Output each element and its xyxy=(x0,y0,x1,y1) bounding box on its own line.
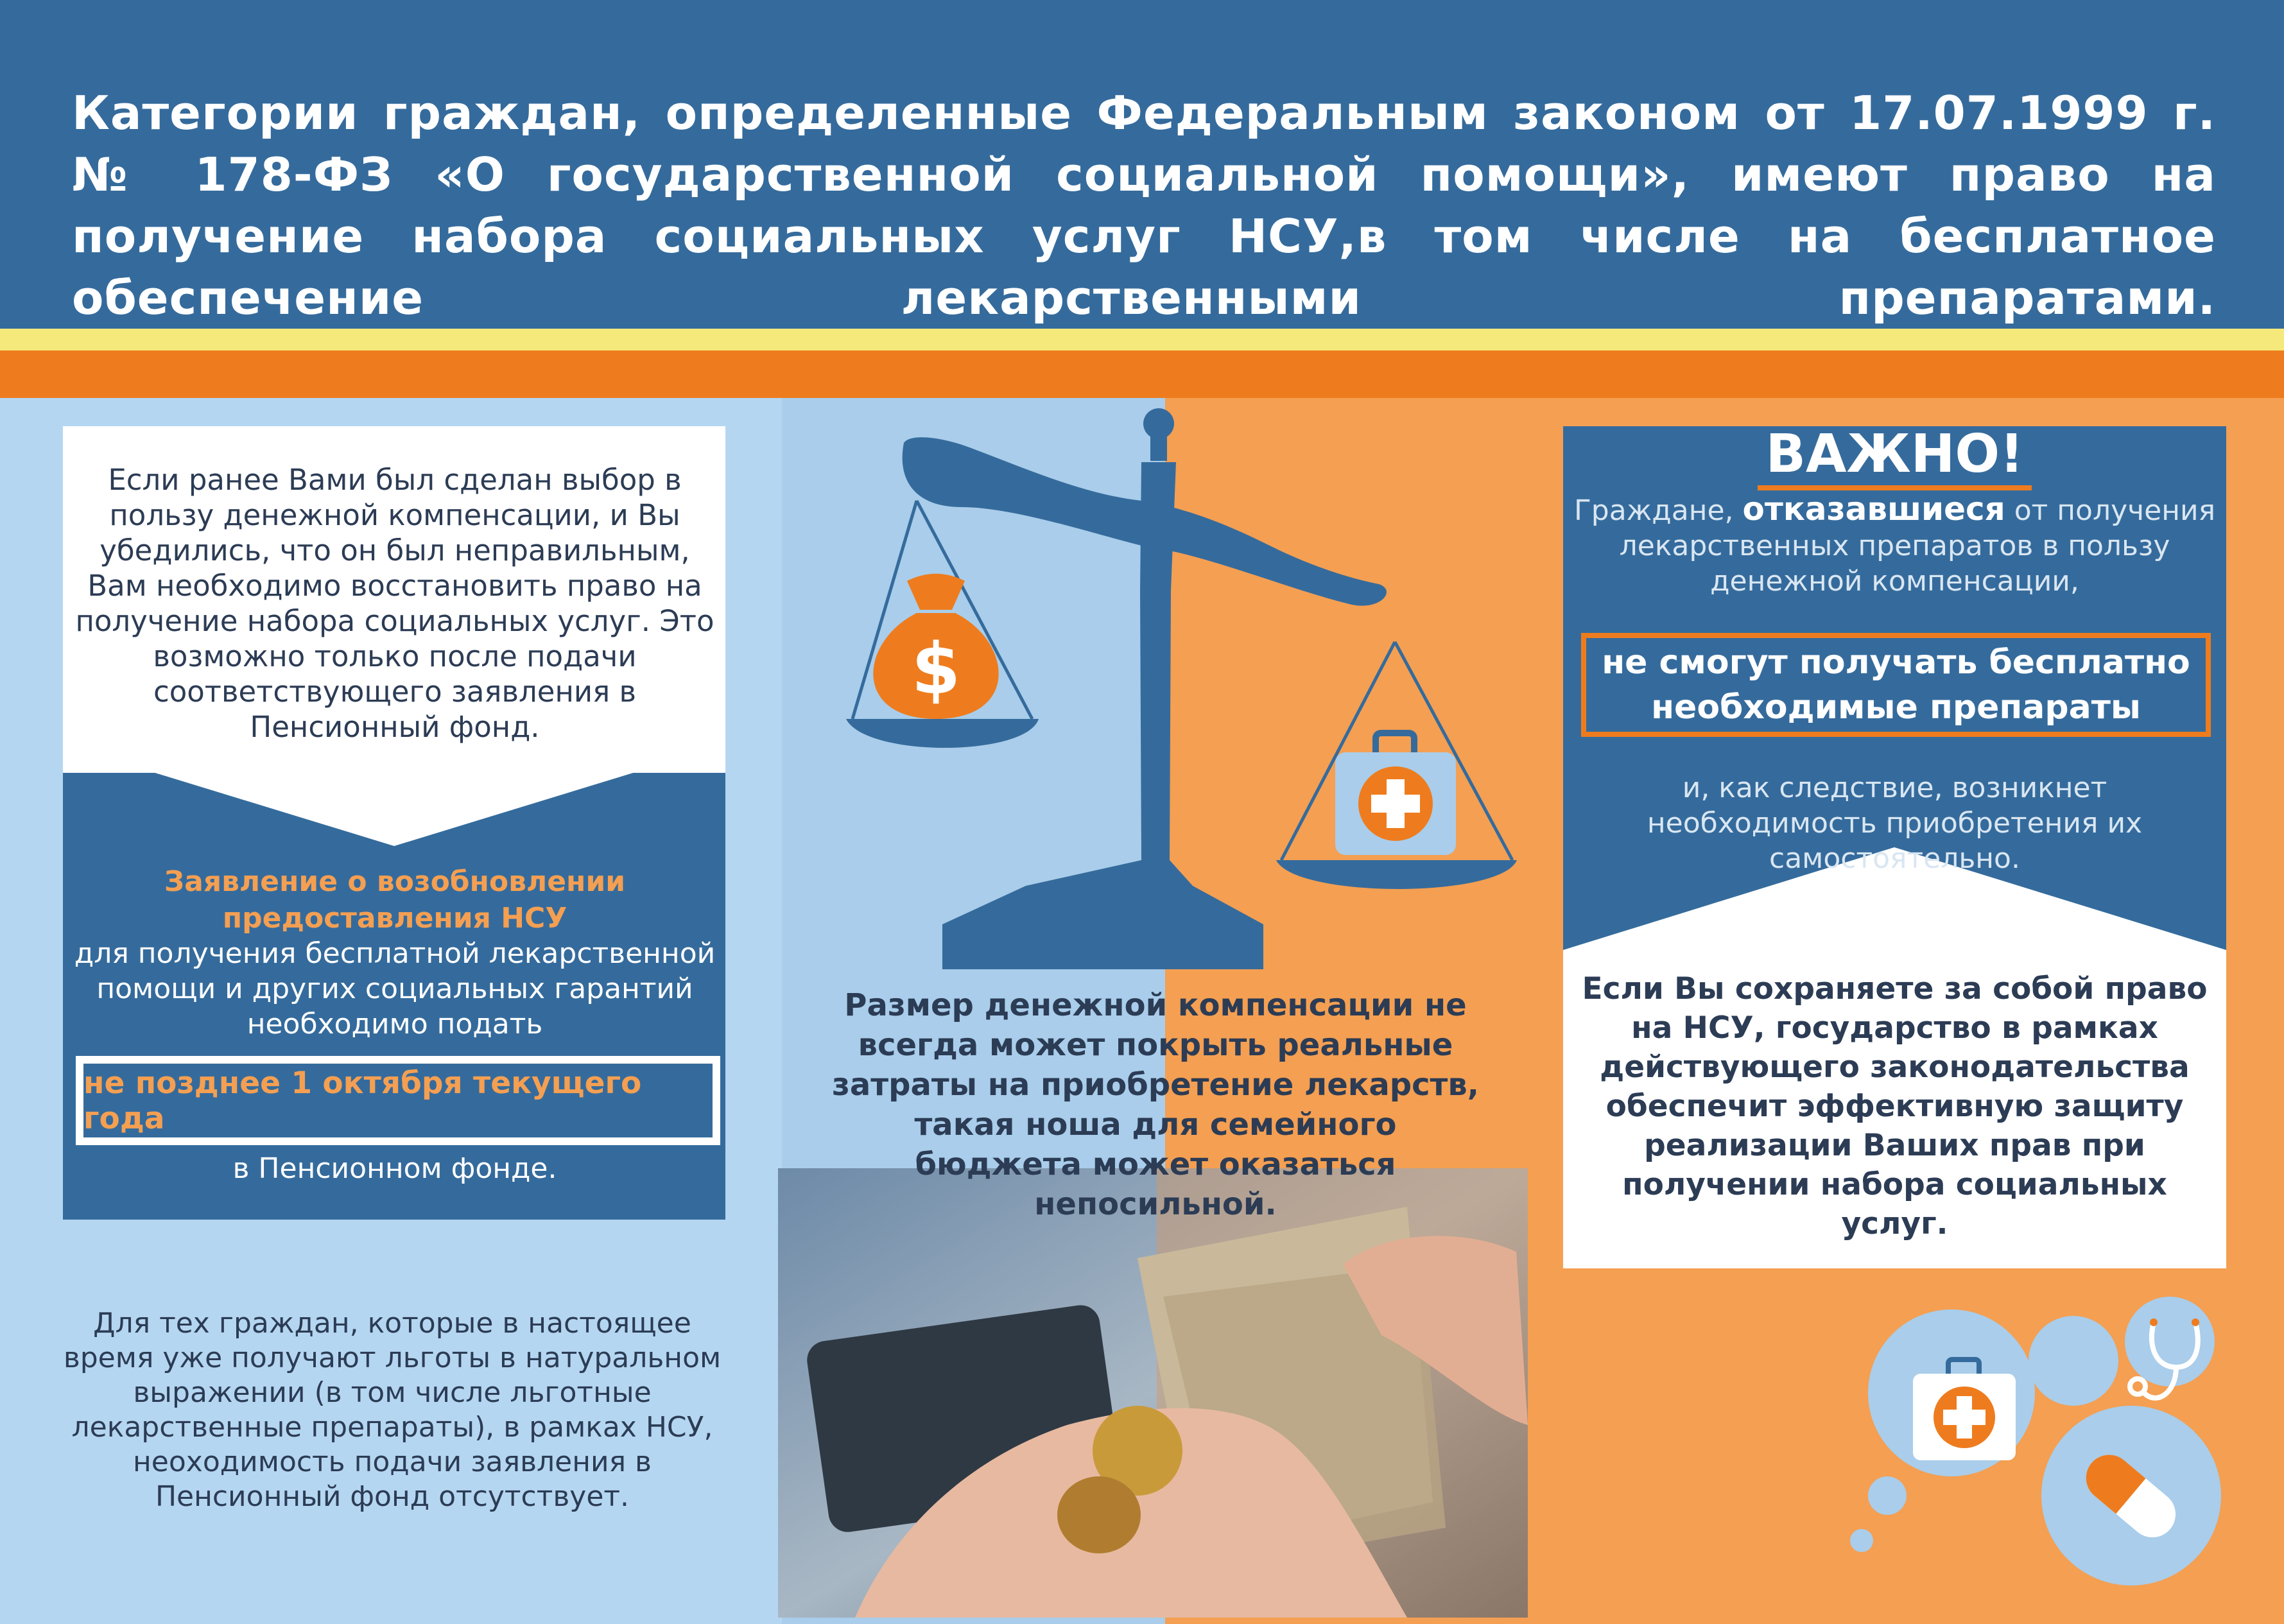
keep-rights-text: Если Вы сохраняете за собой право на НСУ, государство в рамках действующего законодательства обеспечит эффективную защиту реализации Ваших прав при получении набора социальных услуг. xyxy=(1582,971,2208,1241)
first-aid-kit-icon xyxy=(1913,1360,2016,1460)
hand-with-money-photo xyxy=(778,1168,1528,1618)
consequence-text: и, как следствие, возникнет необходимость приобретения их самостоятельно. xyxy=(1647,772,2143,875)
important-heading xyxy=(1563,424,2226,490)
orange-stripe xyxy=(0,350,2284,398)
statement-title: Заявление о возобновлении предоставления НСУ xyxy=(164,865,626,935)
citizens-prefix: Граждане, xyxy=(1573,494,1734,527)
citizens-text xyxy=(1570,492,2220,599)
deadline-box: не позднее 1 октября текущего года xyxy=(76,1056,720,1145)
medical-decor xyxy=(1836,1297,2221,1618)
scales-icon xyxy=(782,398,1528,976)
statement-body: для получения бесплатной лекарственной помощи и других социальных гарантий необходимо подать xyxy=(74,937,716,1041)
left-bottom-note: Для тех граждан, которые в настоящее время уже получают льготы в натуральном выражении (в том числе льготные лекарственные препараты), в рамках НСУ, неоходимость подачи заявления в Пенсионный фонд отсутствует. xyxy=(63,1307,722,1513)
left-chevron-divider xyxy=(63,743,725,846)
header-title: Категории граждан, определенные Федеральным законом от 17.07.1999 г. № 178-ФЗ «О государственной социальной помощи», имеют право на получение набора социальных услуг НСУ,в том числе на бесплатное обеспечение лекарственными препаратами. xyxy=(72,86,2216,325)
first-aid-kit-icon xyxy=(1335,733,1456,855)
citizens-suffix: от получения лекарственных препаратов в пользу денежной компенсации, xyxy=(1619,494,2216,598)
svg-text:$: $ xyxy=(911,628,961,710)
important-label: ВАЖНО! xyxy=(1758,424,2031,490)
citizens-bold: отказавшиеся xyxy=(1742,490,2005,528)
center-compensation-text: Размер денежной компенсации не всегда может покрыть реальные затраты на приобретение лекарств, такая ноша для семейного бюджета может оказаться непосильной. xyxy=(832,987,1479,1222)
yellow-stripe xyxy=(0,329,2284,350)
left-intro-text: Если ранее Вами был сделан выбор в пользу денежной компенсации, и Вы убедились, что он был неправильным, Вам необходимо восстановить право на получение набора социальных услуг. Это возможно только после подачи соответствующего заявления в Пенсионный фонд. xyxy=(75,463,714,744)
pension-fund-text: в Пенсионном фонде. xyxy=(232,1152,557,1185)
warning-box: не смогут получать бесплатно необходимые препараты xyxy=(1581,633,2211,737)
money-bag-icon xyxy=(873,574,998,719)
